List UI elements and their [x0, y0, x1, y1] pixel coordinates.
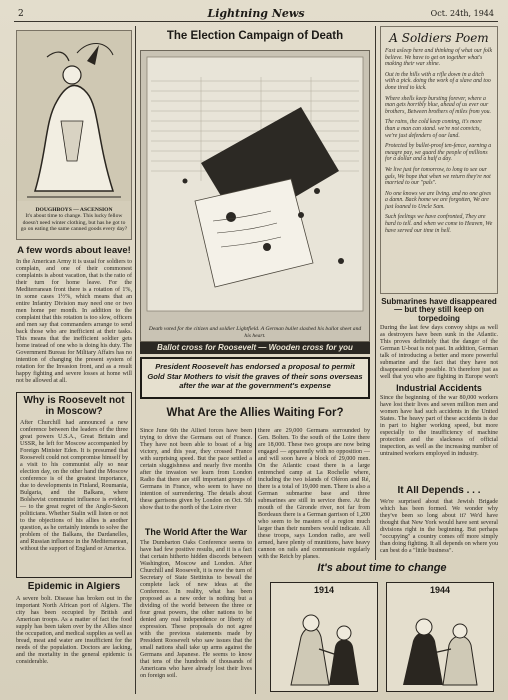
allies-body-right — [258, 428, 370, 560]
page-number: 2 — [18, 9, 24, 19]
panel-1944 — [386, 582, 494, 692]
election-header — [140, 26, 370, 48]
poem-stanza: Protected by bullet-proof ten-fence, earning a meagre pay, we guard the people of millions for a dollar and a half a day. — [385, 143, 492, 163]
epidemic-headline: Epidemic in Algiers — [27, 582, 121, 592]
panel-1914 — [270, 582, 378, 692]
issue-date: Oct. 24th, 1944 — [430, 9, 494, 18]
allies-body-right-text: there are 29,000 Germans surrounded by Gen. Bolten. To the south of the Loire there are 18,000. These two groups are now being engaged — apparently with no opposition — and will soon have a block of 29,000 men. On the Atlantic coast there is a large entrenched camp at La Rochelle where, including the two islands of Oléron and Ré, there is a total of 19,000 men. There is also a German submarine base and three submarines are still in service there. At the mouth of the Gironde river, not far from Bordeaux there is a German garrison of 1,200 who seem to be masters of a region much larger than their numbers would indicate. All these troops, says London radio, are well armed, have plenty of munitions, have heavy cannon on rails and communicate regularly with the Reich by planes. — [258, 428, 370, 560]
ballot-photo — [140, 50, 370, 342]
doughboys-cartoon — [16, 30, 132, 240]
roosevelt-body: After Churchill had announced a new conference between the leaders of the three great powers U.S.A., Great Britain and USSR, he left for Moscow accompanied by Foreign Minister Eden. It is presumed that Roosevelt could not compromise himself by a visit to his communist ally so near election day, on the other hand the Moscow conference is of the greatest importance, due to developments in Finland, Roumania, Bulgaria, and the Balkans, where Bolshevist communist influence is evident, — to the great regret of the Anglo-Saxon politicians. Whether Stalin will listen or not to the objections of his allies is another question, as he certainly intends to solve the problem of the Balkans, the Dardanelles, and Russian influence in the Mediterranean, without the support of England or America. — [20, 420, 128, 552]
soldiers-poem — [380, 26, 498, 294]
leave-headline: A few words about leave! — [17, 246, 131, 256]
masthead — [14, 6, 498, 22]
column-rule — [135, 26, 136, 694]
ballot-photo-illustration — [141, 51, 369, 317]
roosevelt-headline: Why is Roosevelt not in Moscow? — [23, 395, 125, 417]
ballot-photo-caption: Death voted for the citizen and soldier Lightfield. A German bullet slashed his ballot sheet and his heart. — [148, 326, 362, 339]
allies-header — [140, 404, 370, 424]
election-headline: The Election Campaign of Death — [166, 30, 344, 42]
epidemic-body: A severe bolt. Disease has broken out in the important North African port of Algiers. The city has been occupied by British and American troops. As a matter of fact the food supply has been taken over by the Allies since the occupation, and medical supplies as well as bread, meat and water are insufficient for the needs of the population. Doctors are lacking, and the mortality in the general epidemic is considerable. — [16, 595, 132, 665]
cartoon-illustration — [17, 31, 131, 201]
allies-headline: What Are the Allies Waiting For? — [166, 407, 344, 419]
world-article — [140, 528, 252, 694]
accidents-article — [380, 384, 498, 482]
poem-stanza: The rains, the cold keep coming, it's more than a man can stand. we're not convicts, we're just defenders of our land. — [385, 119, 482, 139]
epidemic-article — [16, 582, 132, 694]
gold-star-notice — [140, 357, 370, 399]
column-rule — [255, 428, 256, 694]
depends-headline: It All Depends . . . — [397, 486, 481, 496]
accidents-headline: Industrial Accidents — [396, 384, 482, 393]
newspaper-title: Lightning News — [207, 7, 305, 20]
depends-body: We're surprised about that Jewish Brigade which has been formed. We wonder why they've been so long about it? We'd have thought that New York would have sent several divisions right in the beginning. But perhaps "occupying" a country comes off more simply than doing fighting. It all depends on where you can best do a "little business". — [380, 498, 498, 554]
poem-title: A Soldiers Poem — [389, 31, 489, 45]
panel-1914-illustration — [271, 597, 376, 689]
cartoon-caption-title: DOUGHBOYS — ASCENSION — [35, 207, 113, 213]
allies-body-left-text: Since June 6th the Allied forces have been trying to drive the Germans out of France. They have not been able to boast of a big victory, and this year, they crossed France with surprising speed. But the pace settled a certain sluggishness and nearly five months after the invasion we learn from London Radio that there are still important groups of Germans in France, who seem to have no intention of surrendering. The details about these garrisons given by London on Oct. 5th show that to the north of the Loire river — [140, 428, 252, 511]
leave-body: In the American Army it is usual for soldiers to complain, and one of their commonest complaints is about vacation, that is the ratio of their turn for home leave. For the Mediterranean front there is a rotation of 1%, in some cases 1½%, which means that an entire Infantry Division may need one or two men home per month. In addition to the complaint that this rotation is too slow, officers and men say that commanders arrange to send back those who are inefficient at their tasks. This means that the inefficient soldier gets home instead of one who is doing his duty. The Government Bureau for Military Affairs has no intention of changing the present system of rotation for the Invasion front, and as a result happy fighting and severe losses at home will not be allowed at all. — [16, 258, 132, 384]
cartoon-caption: It's about time to change. This lucky fellow doesn't need winter clothing, but has he got to go on eating the same canned goods every day? — [20, 213, 128, 233]
submarines-headline: Submarines have disappeared — but they still keep on torpedoing — [381, 298, 497, 323]
panel-year: 1914 — [313, 585, 335, 595]
submarines-article — [380, 298, 498, 380]
panel-1944-illustration — [387, 597, 492, 689]
poem-body — [385, 48, 493, 234]
column-rule — [375, 26, 376, 560]
leave-article — [16, 246, 132, 392]
poem-stanza: Fast asleep here and thinking of what our folk believe. We have to get on together what's making their war shine. — [385, 48, 493, 68]
ballot-strip: Ballot cross for Roosevelt — Wooden cross for you — [140, 342, 370, 354]
world-body: The Dumbarton Oaks Conference seems to have had few positive results, and it is a fact that certain hitherto hidden discords between Washington, Moscow and London. After Churchill and Roosevelt, it is now the turn of Secretary of State Stettinius to bewail the complete lack of new ideas at the Conference. In reality, what has been proposed as a new order is nothing but a dividing of the world between the three or four great powers, the other nations to be denied any real independence or liberty of expression. These proposals do not agree with the previous statements made by President Roosevelt who saw issues that the small nations shall take up arms against the Germans and Japanese. He seems to know that tens of the hundreds of thousands of Americans who have already lost their lives on foreign soil. — [140, 540, 252, 680]
depends-article — [380, 486, 498, 558]
panel-year: 1944 — [429, 585, 451, 595]
change-cartoon-title: It's about time to change — [317, 562, 447, 574]
world-headline: The World After the War — [144, 528, 248, 537]
change-cartoon — [268, 562, 496, 694]
poem-stanza: Such feelings we have confronted, They are hard to tell. and when we come to Heaven, We have served our time in hell. — [385, 214, 493, 234]
gold-star-notice-text: President Roosevelt has endorsed a proposal to permit Gold Star Mothers to visit the graves of their sons overseas after the war at the government's expense — [147, 362, 363, 391]
submarines-body: During the last few days convoy ships as well as destroyers have been sunk in the Atlantic. This proves definitely that the danger of the German U-boat is not past. In addition, German talk of introducing a better and more powerful submarine and the fact that they have not disappeared quite possible. It's therefore just as well that you who are fighting in Europe won't — [380, 325, 498, 380]
roosevelt-article — [16, 392, 132, 578]
poem-stanza: Where shells keep bursting forever, where a man gets horribly blue, ahead of us ever our brothers, Between brothers of miles from you. — [385, 95, 491, 115]
poem-stanza: No one knows we are living. and no one gives a damn. Back home we are forgotten, We are just loaned to Uncle Sam. — [385, 190, 492, 210]
poem-stanza: We live just for tomorrow, to long to see our gals, We hope that when we return they're not married to our "pals". — [385, 166, 491, 187]
poem-stanza: Out in the hills with a rifle down in a ditch with a pick. doing the work of a slave and too done tired to kick. — [385, 71, 491, 91]
accidents-body: Since the beginning of the war 80,000 workers have lost their lives and seven million men and women have had such accidents in the United States. The heavy part of these accidents is due in part to higher working speed, but more especially to the insufficiency of machine protection and the slackness of official inspection, as well as the increasing number of untrained workers employed in industry. — [380, 395, 498, 458]
allies-body-left — [140, 428, 252, 524]
